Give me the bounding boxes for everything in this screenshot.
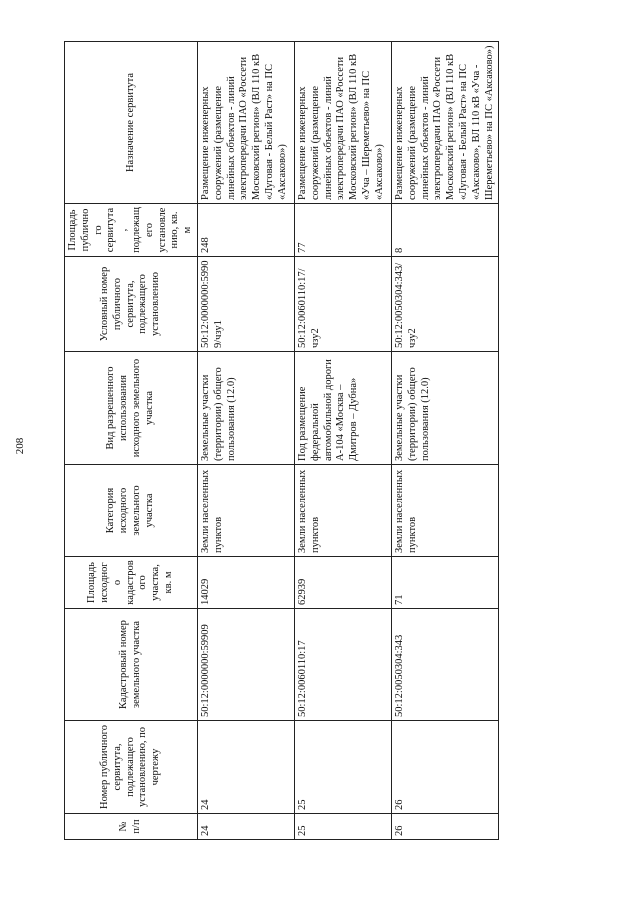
table-row <box>197 42 294 840</box>
cell-use: Земельные участки (территории) общего пользования (12.0) <box>391 352 498 465</box>
cell-num: 26 <box>391 814 498 840</box>
col-header-use: Вид разрешенного использования исходного земельного участка <box>65 352 198 465</box>
cell-area-plot: 71 <box>391 557 498 609</box>
cell-cadastral: 50:12:0050304:343 <box>391 609 498 721</box>
table-row <box>391 42 498 840</box>
cell-category: Земли населенных пунктов <box>197 465 294 557</box>
cell-area-serv: 8 <box>391 204 498 257</box>
rotated-table-container <box>64 42 496 840</box>
cell-purpose: Размещение инженерных сооружений (размещение линейных объектов - линий электропередачи ПАО «Россети Московский регион» (ВЛ 110 кВ «Уча – Шереметьево» на ПС «Аксаково») <box>294 42 391 204</box>
cell-servitude-no: 26 <box>391 721 498 814</box>
table-row <box>294 42 391 840</box>
cell-purpose: Размещение инженерных сооружений (размещение линейных объектов - линий электропередачи ПАО «Россети Московский регион» (ВЛ 110 кВ «Луговая - Белый Раст» на ПС «Аксаково», ВЛ 110 кВ «Уча - Шереметьево» на ПС «Аксаково») <box>391 42 498 204</box>
cell-category: Земли населенных пунктов <box>391 465 498 557</box>
cell-category: Земли населенных пунктов <box>294 465 391 557</box>
col-header-category: Категория исходного земельного участка <box>65 465 198 557</box>
cell-area-plot: 14029 <box>197 557 294 609</box>
col-header-servitude-no: Номер публичного сервитута, подлежащего установлению, по чертежу <box>65 721 198 814</box>
cell-purpose: Размещение инженерных сооружений (размещение линейных объектов - линий электропередачи ПАО «Россети Московский регион» (ВЛ 110 кВ «Луговая - Белый Раст» на ПС «Аксаково») <box>197 42 294 204</box>
cell-num: 24 <box>197 814 294 840</box>
cell-area-plot: 62939 <box>294 557 391 609</box>
col-header-cond-no: Условный номер публичного сервитута, подлежащего установлению <box>65 257 198 352</box>
page-number: 208 <box>14 437 26 455</box>
cell-servitude-no: 24 <box>197 721 294 814</box>
cell-use: Земельные участки (территории) общего пользования (12.0) <box>197 352 294 465</box>
cell-cadastral: 50:12:0060110:17 <box>294 609 391 721</box>
cell-num: 25 <box>294 814 391 840</box>
cell-cond-no: 50:12:0000000:59909/чзу1 <box>197 257 294 352</box>
servitude-table <box>64 41 499 840</box>
cell-area-serv: 77 <box>294 204 391 257</box>
cell-servitude-no: 25 <box>294 721 391 814</box>
col-header-area-serv: Площадь публичного сервитута, подлежащего установлению, кв. м <box>65 204 198 257</box>
header-row <box>65 42 198 840</box>
col-header-num: № п/п <box>65 814 198 840</box>
cell-cond-no: 50:12:0050304:343/чзу2 <box>391 257 498 352</box>
col-header-cadastral: Кадастровый номер земельного участка <box>65 609 198 721</box>
cell-use: Под размещение федеральной автомобильной дороги А-104 «Москва – Дмитров – Дубна» <box>294 352 391 465</box>
col-header-area-plot: Площадь исходного кадастрового участка, кв. м <box>65 557 198 609</box>
cell-cadastral: 50:12:0000000:59909 <box>197 609 294 721</box>
cell-area-serv: 248 <box>197 204 294 257</box>
cell-cond-no: 50:12:0060110:17/чзу2 <box>294 257 391 352</box>
col-header-purpose: Назначение сервитута <box>65 42 198 204</box>
